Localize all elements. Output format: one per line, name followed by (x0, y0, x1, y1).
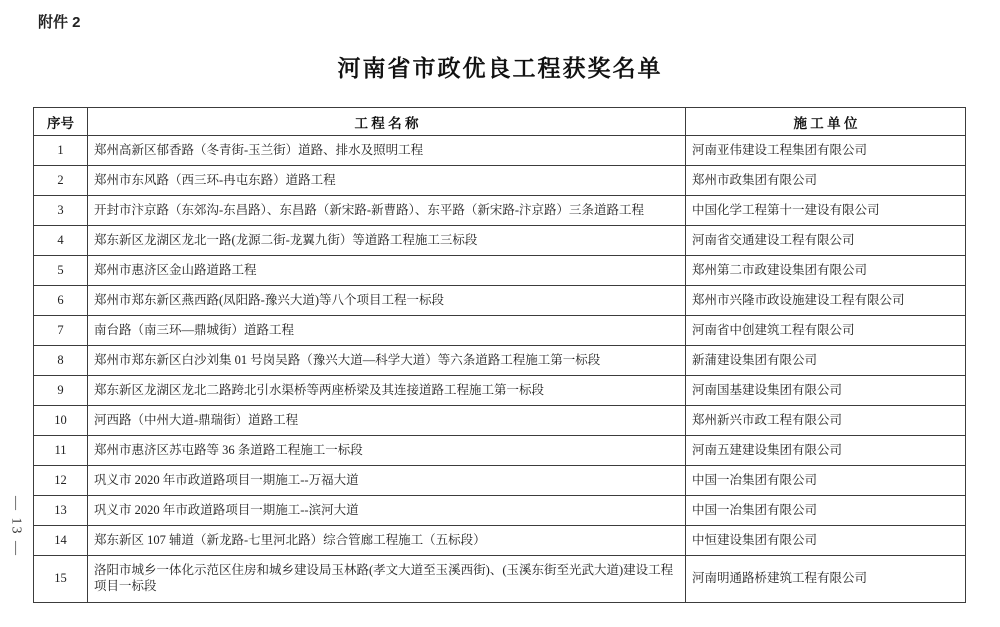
construction-unit-cell: 中国化学工程第十一建设有限公司 (686, 196, 966, 226)
project-name-cell: 巩义市 2020 年市政道路项目一期施工--滨河大道 (88, 496, 686, 526)
table-row (34, 466, 966, 496)
table-row (34, 316, 966, 346)
row-index-cell: 9 (34, 376, 88, 406)
row-index-cell: 6 (34, 286, 88, 316)
construction-unit-cell: 河南省中创建筑工程有限公司 (686, 316, 966, 346)
row-index-cell: 14 (34, 526, 88, 556)
row-index-cell: 12 (34, 466, 88, 496)
project-name-cell: 开封市汴京路（东郊沟-东昌路）、东昌路（新宋路-新曹路）、东平路（新宋路-汴京路）三条道路工程 (88, 196, 686, 226)
table-row (34, 196, 966, 226)
construction-unit-cell: 河南五建建设集团有限公司 (686, 436, 966, 466)
header-construction-unit: 施 工 单 位 (686, 108, 966, 136)
table-row (34, 436, 966, 466)
row-index-cell: 3 (34, 196, 88, 226)
project-name-cell: 郑东新区龙湖区龙北一路(龙源二街-龙翼九街）等道路工程施工三标段 (88, 226, 686, 256)
project-name-cell: 郑州市惠济区金山路道路工程 (88, 256, 686, 286)
table-row (34, 226, 966, 256)
table-row (34, 526, 966, 556)
project-name-cell: 郑州高新区郁香路（冬青街-玉兰街）道路、排水及照明工程 (88, 136, 686, 166)
row-index-cell: 1 (34, 136, 88, 166)
construction-unit-cell: 郑州新兴市政工程有限公司 (686, 406, 966, 436)
project-name-cell: 郑州市东风路（西三环-冉屯东路）道路工程 (88, 166, 686, 196)
row-index-cell: 5 (34, 256, 88, 286)
construction-unit-cell: 郑州市政集团有限公司 (686, 166, 966, 196)
row-index-cell: 10 (34, 406, 88, 436)
row-index-cell: 11 (34, 436, 88, 466)
project-name-cell: 巩义市 2020 年市政道路项目一期施工--万福大道 (88, 466, 686, 496)
construction-unit-cell: 河南明通路桥建筑工程有限公司 (686, 556, 966, 603)
construction-unit-cell: 郑州市兴隆市政设施建设工程有限公司 (686, 286, 966, 316)
row-index-cell: 2 (34, 166, 88, 196)
row-index-cell: 4 (34, 226, 88, 256)
construction-unit-cell: 河南亚伟建设工程集团有限公司 (686, 136, 966, 166)
table-row (34, 286, 966, 316)
row-index-cell: 7 (34, 316, 88, 346)
project-name-cell: 郑州市郑东新区白沙刘集 01 号岗吴路（豫兴大道—科学大道）等六条道路工程施工第一标段 (88, 346, 686, 376)
table-row (34, 256, 966, 286)
row-index-cell: 8 (34, 346, 88, 376)
construction-unit-cell: 新蒲建设集团有限公司 (686, 346, 966, 376)
table-row (34, 376, 966, 406)
project-name-cell: 郑州市惠济区苏屯路等 36 条道路工程施工一标段 (88, 436, 686, 466)
construction-unit-cell: 中国一冶集团有限公司 (686, 466, 966, 496)
table-row (34, 556, 966, 603)
table-row (34, 166, 966, 196)
table-row (34, 136, 966, 166)
page-title: 河南省市政优良工程获奖名单 (337, 56, 663, 81)
construction-unit-cell: 郑州第二市政建设集团有限公司 (686, 256, 966, 286)
construction-unit-cell: 河南国基建设集团有限公司 (686, 376, 966, 406)
award-table (33, 107, 966, 603)
project-name-cell: 郑东新区龙湖区龙北二路跨北引水渠桥等两座桥梁及其连接道路工程施工第一标段 (88, 376, 686, 406)
construction-unit-cell: 河南省交通建设工程有限公司 (686, 226, 966, 256)
construction-unit-cell: 中恒建设集团有限公司 (686, 526, 966, 556)
attachment-label: 附件 2 (38, 14, 81, 31)
table-row (34, 346, 966, 376)
row-index-cell: 15 (34, 556, 88, 603)
construction-unit-cell: 中国一冶集团有限公司 (686, 496, 966, 526)
project-name-cell: 南台路（南三环—鼎城街）道路工程 (88, 316, 686, 346)
page-number: — 13 — (8, 496, 24, 557)
row-index-cell: 13 (34, 496, 88, 526)
project-name-cell: 郑东新区 107 辅道（新龙路-七里河北路）综合管廊工程施工（五标段） (88, 526, 686, 556)
project-name-cell: 河西路（中州大道-鼎瑞街）道路工程 (88, 406, 686, 436)
header-project-name: 工 程 名 称 (88, 108, 686, 136)
header-index: 序号 (34, 108, 88, 136)
table-header-row (34, 108, 966, 136)
table-row (34, 406, 966, 436)
project-name-cell: 郑州市郑东新区燕西路(凤阳路-豫兴大道)等八个项目工程一标段 (88, 286, 686, 316)
table-row (34, 496, 966, 526)
project-name-cell: 洛阳市城乡一体化示范区住房和城乡建设局玉林路(孝文大道至玉溪西街)、(玉溪东街至光武大道)建设工程项目一标段 (88, 556, 686, 603)
